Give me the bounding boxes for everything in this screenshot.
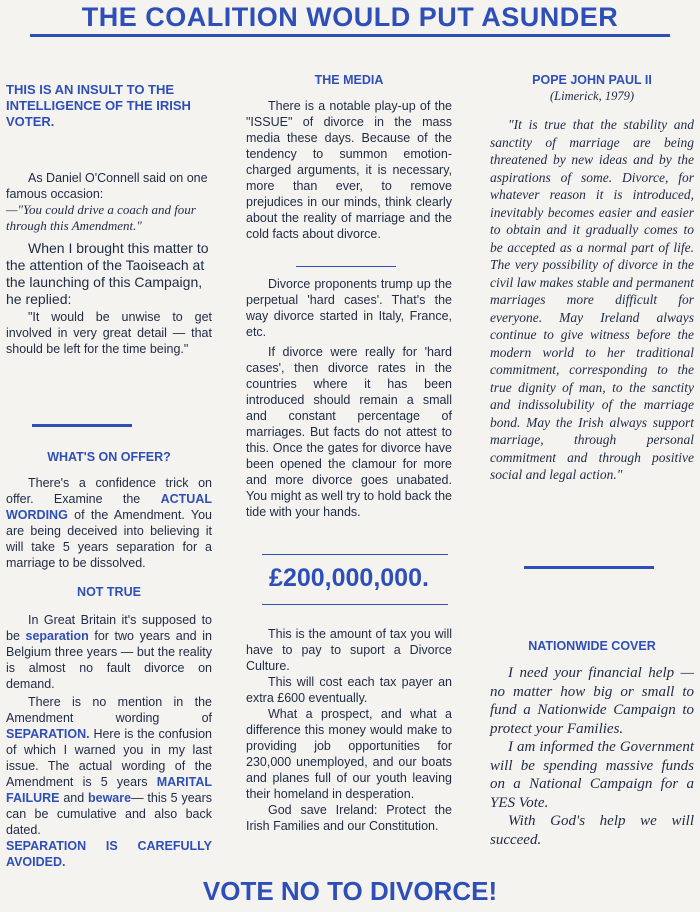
cover-heading: NATIONWIDE COVER — [528, 639, 656, 653]
oconnell-quote: —"You could drive a coach and four through this Amendment." — [6, 202, 196, 233]
cover-p1: I need your financial help — no matter how big or small to fund a Nationwide Campaign to protect your Families. — [490, 665, 694, 737]
taoiseach-block — [6, 240, 212, 308]
actual-wording: ACTUAL WORDING — [6, 492, 212, 522]
media-p3: If divorce were really for 'hard cases', then divorce rates in the countries where it has been introduced should remain a small and constant percentage of marriages. But facts do not attest to this. Once the gates for divorce have been opened the clamour for more and more divorce goes unabated. You might as well try to hold back the tide with your hands. — [246, 345, 452, 519]
footer-slogan: VOTE NO TO DIVORCE! — [202, 876, 498, 906]
oconnell-block — [6, 170, 212, 234]
tax-p1: This is the amount of tax you will have to pay to suport a Divorce Culture. — [246, 627, 452, 673]
tax-p2: This will cost each tax payer an extra £600 eventually. — [246, 675, 452, 705]
intro-heading: THIS IS AN INSULT TO THE INTELLIGENCE OF THE IRISH VOTER. — [6, 82, 191, 129]
media-p1: There is a notable play-up of the "ISSUE" of divorce in the mass media these days. Because of the tendency to summon emotion-charged arguments, it is necessary, more than ever, to remove prejudices in our minds, think clearly about the reality of marriage and the cold facts about divorce. — [246, 99, 452, 241]
separation-avoided: SEPARATION IS CAREFULLY AVOIDED. — [6, 839, 212, 869]
amount-rule-bottom — [262, 604, 448, 605]
tax-block — [246, 626, 452, 834]
not-true-p1: In Great Britain it's supposed to be separation for two years and in Belgium three years — but the reality is almost no fault divorce on demand. — [6, 613, 212, 691]
tax-amount: £200,000,000. — [269, 564, 429, 592]
oconnell-lead: As Daniel O'Connell said on one famous occasion: — [6, 171, 208, 201]
offer-heading: WHAT'S ON OFFER? — [47, 450, 171, 464]
media-block-2 — [246, 276, 452, 520]
column-left — [6, 82, 212, 130]
cover-p2: I am informed the Government will be spending massive funds on a National Campaign for a YES Vote. — [490, 739, 694, 811]
media-heading: THE MEDIA — [314, 73, 384, 87]
not-true-heading: NOT TRUE — [77, 585, 141, 599]
column-middle — [246, 72, 452, 242]
cover-p3: With God's help we will succeed. — [490, 813, 694, 848]
tax-p4: God save Ireland: Protect the Irish Families and our Constitution. — [246, 803, 452, 833]
divider-col2 — [296, 266, 396, 267]
amount-rule-top — [262, 554, 448, 555]
not-true-block — [6, 584, 212, 870]
cover-block — [490, 638, 694, 849]
headline-rule — [30, 34, 670, 37]
pope-sub: (Limerick, 1979) — [549, 89, 634, 103]
tax-p3: What a prospect, and what a difference this money would make to providing job opportunities for 230,000 unemployed, and our boats and planes full of our youth leaving their homeland in desperation. — [246, 707, 452, 801]
pope-quote: "It is true that the stability and sanctity of marriage are being threatened by new ideas and by the aspirations of some. Divorce, for whatever reason it is introduced, inevitably becomes easier and easier to obtain and it gradually comes to be accepted as a normal part of life. The very possibility of divorce in the civil law makes stable and permanent marriages more difficult for everyone. May Ireland always continue to give witness before the modern world to her traditional commitment, corresponding to the true dignity of man, to the sanctity and indissolubility of the marriage bond. May the Irish always support marriage, through personal commitment and through positive social and legal action." — [490, 117, 694, 482]
taoiseach-quote: "It would be unwise to get involved in very great detail — that should be left for the time being." — [6, 310, 212, 356]
offer-text: There's a confidence trick on offer. Examine the ACTUAL WORDING of the Amendment. You are being deceived into believing it will take 5 years separation for a marriage to be dissolved. — [6, 476, 212, 570]
offer-block — [6, 449, 212, 571]
headline: THE COALITION WOULD PUT ASUNDER — [81, 2, 619, 32]
taoiseach-quote-block — [6, 309, 212, 357]
pope-heading: POPE JOHN PAUL II — [532, 73, 652, 87]
media-p2: Divorce proponents trump up the perpetual 'hard cases'. That's the way divorce started in Italy, France, etc. — [246, 277, 452, 339]
divider-col3 — [524, 566, 654, 569]
column-right — [490, 72, 694, 484]
not-true-p2: There is no mention in the Amendment wording of SEPARATION. Here is the confusion of which I warned you in my last issue. The actual wording of the Amendment is 5 years MARITAL FAILURE and beware— this 5 years can be cumulative and also back dated. — [6, 695, 213, 837]
divider-col1 — [32, 424, 132, 427]
taoiseach-text: When I brought this matter to the attention of the Taoiseach at the launching of this Campaign, he replied: — [6, 240, 209, 307]
